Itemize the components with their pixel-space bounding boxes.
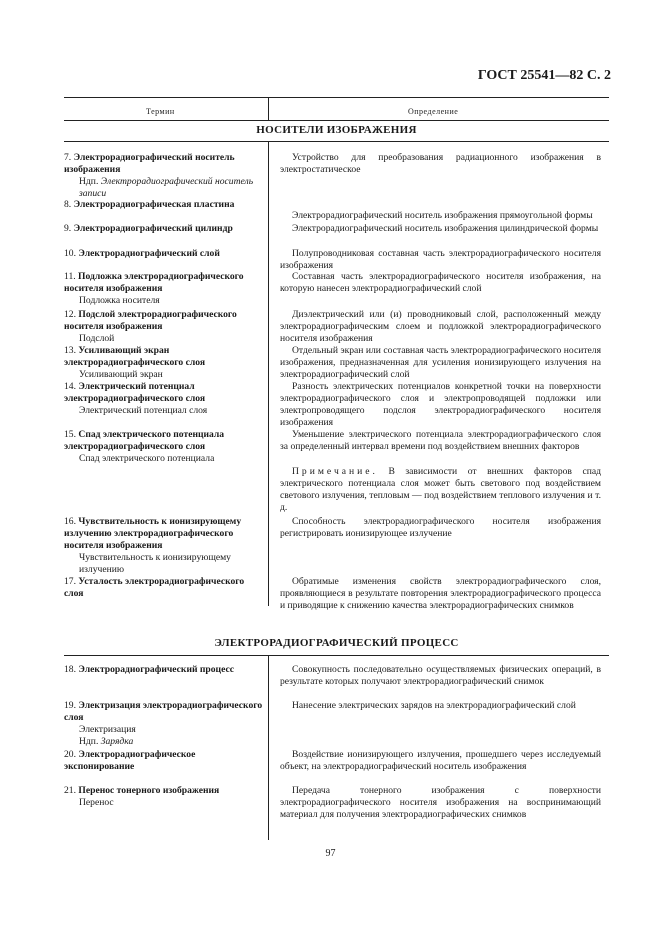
term-20: 20. Электрорадиографическое экспонирование: [64, 749, 196, 772]
term-18: 18. Электрорадиографический процесс: [64, 664, 234, 675]
term-7: 7. Электрорадиографический носитель изображения Ндп. Электрорадиографический носитель записи: [64, 152, 254, 199]
definition-13: Отдельный экран или составная часть электрорадиографического носителя изображения, предназначенная для усиления ионизирующего излучения на электрорадиографический слой: [280, 345, 601, 380]
definition-8: Электрорадиографический носитель изображения прямоугольной формы: [292, 210, 593, 221]
section-rule: [64, 141, 609, 142]
term-15: 15. Спад электрического потенциала электрорадиографического слоя Спад электрического потенциала: [64, 429, 225, 464]
table-header-rule: [64, 120, 609, 121]
column-divider-1: [268, 141, 269, 606]
term-9: 9. Электрорадиографический цилиндр: [64, 223, 233, 234]
definition-12: Диэлектрический или (и) проводниковый слой, расположенный между электрорадиографическим слоем и подложкой электрорадиографического носителя изображения: [280, 309, 601, 344]
definition-10: Полупроводниковая составная часть электрорадиографического носителя изображения: [280, 248, 601, 271]
term-10: 10. Электрорадиографический слой: [64, 248, 220, 259]
definition-11: Составная часть электрорадиографического носителя изображения, на которую нанесен электрорадиографический слой: [280, 271, 601, 294]
note-label: Примечание.: [292, 466, 378, 477]
term-16: 16. Чувствительность к ионизирующему излучению электрорадиографического носителя изображения Чувствительность к ионизирующему излучению: [64, 516, 242, 575]
section-title-carriers: НОСИТЕЛИ ИЗОБРАЖЕНИЯ: [256, 124, 417, 136]
page-number: 97: [325, 848, 336, 859]
definition-21: Передача тонерного изображения с поверхности электрорадиографического носителя изображения на воспринимающий материал для получения электрорадиографических снимков: [280, 785, 601, 820]
term-17: 17. Усталость электрорадиографического слоя: [64, 576, 245, 599]
term-8: 8. Электрорадиографическая пластина: [64, 199, 235, 210]
term-11: 11. Подложка электрорадиографического носителя изображения Подложка носителя: [64, 271, 244, 306]
table-top-rule: [64, 97, 609, 98]
header-divider: [268, 97, 269, 120]
term-12: 12. Подслой электрорадиографического носителя изображения Подслой: [64, 309, 237, 344]
definition-15: Уменьшение электрического потенциала электрорадиографического слоя за определенный интервал времени под воздействием внешних факторов: [280, 429, 601, 452]
definition-9: Электрорадиографический носитель изображения цилиндрической формы: [292, 223, 599, 234]
term-14: 14. Электрический потенциал электрорадиографического слоя Электрический потенциал слоя: [64, 381, 208, 416]
definition-16: Способность электрорадиографического носителя изображения регистрировать ионизирующее излучение: [280, 516, 601, 539]
page-header: ГОСТ 25541—82 С. 2: [477, 68, 611, 83]
col-header-definition: Определение: [408, 107, 459, 116]
col-header-term: Термин: [146, 107, 175, 116]
term-19: 19. Электризация электрорадиографического слоя Электризация Ндп. Зарядка: [64, 700, 263, 747]
definition-20: Воздействие ионизирующего излучения, прошедшего через исследуемый объект, на электрорадиографический носитель изображения: [280, 749, 601, 772]
definition-17: Обратимые изменения свойств электрорадиографического слоя, проявляющиеся в результате повторения электрорадиографического процесса и приводящие к снижению качества электрорадиографических снимков: [280, 576, 601, 611]
definition-7: Устройство для преобразования радиационного изображения в электростатическое: [280, 152, 601, 175]
note-text: В зависимости от внешних факторов спад электрического потенциала слоя может быть светового под воздействием светового излучения, тепловым — под воздействием теплового излучения и т. д.: [280, 466, 601, 513]
term-21: 21. Перенос тонерного изображения Перенос: [64, 785, 220, 808]
definition-15-note: [280, 466, 601, 514]
column-divider-2: [268, 655, 269, 840]
section-rule-2: [64, 655, 609, 656]
definition-19: Нанесение электрических зарядов на электрорадиографический слой: [292, 700, 576, 711]
definition-14: Разность электрических потенциалов конкретной точки на поверхности электрорадиографического слоя и электропроводящей подложки или электропроводящего подслоя электрорадиографического носителя изображения: [280, 381, 601, 428]
definition-18: Совокупность последовательно осуществляемых физических операций, в результате которых получают электрорадиографический снимок: [280, 664, 601, 687]
section-title-process: ЭЛЕКТРОРАДИОГРАФИЧЕСКИЙ ПРОЦЕСС: [214, 637, 459, 649]
term-13: 13. Усиливающий экран электрорадиографического слоя Усиливающий экран: [64, 345, 206, 380]
